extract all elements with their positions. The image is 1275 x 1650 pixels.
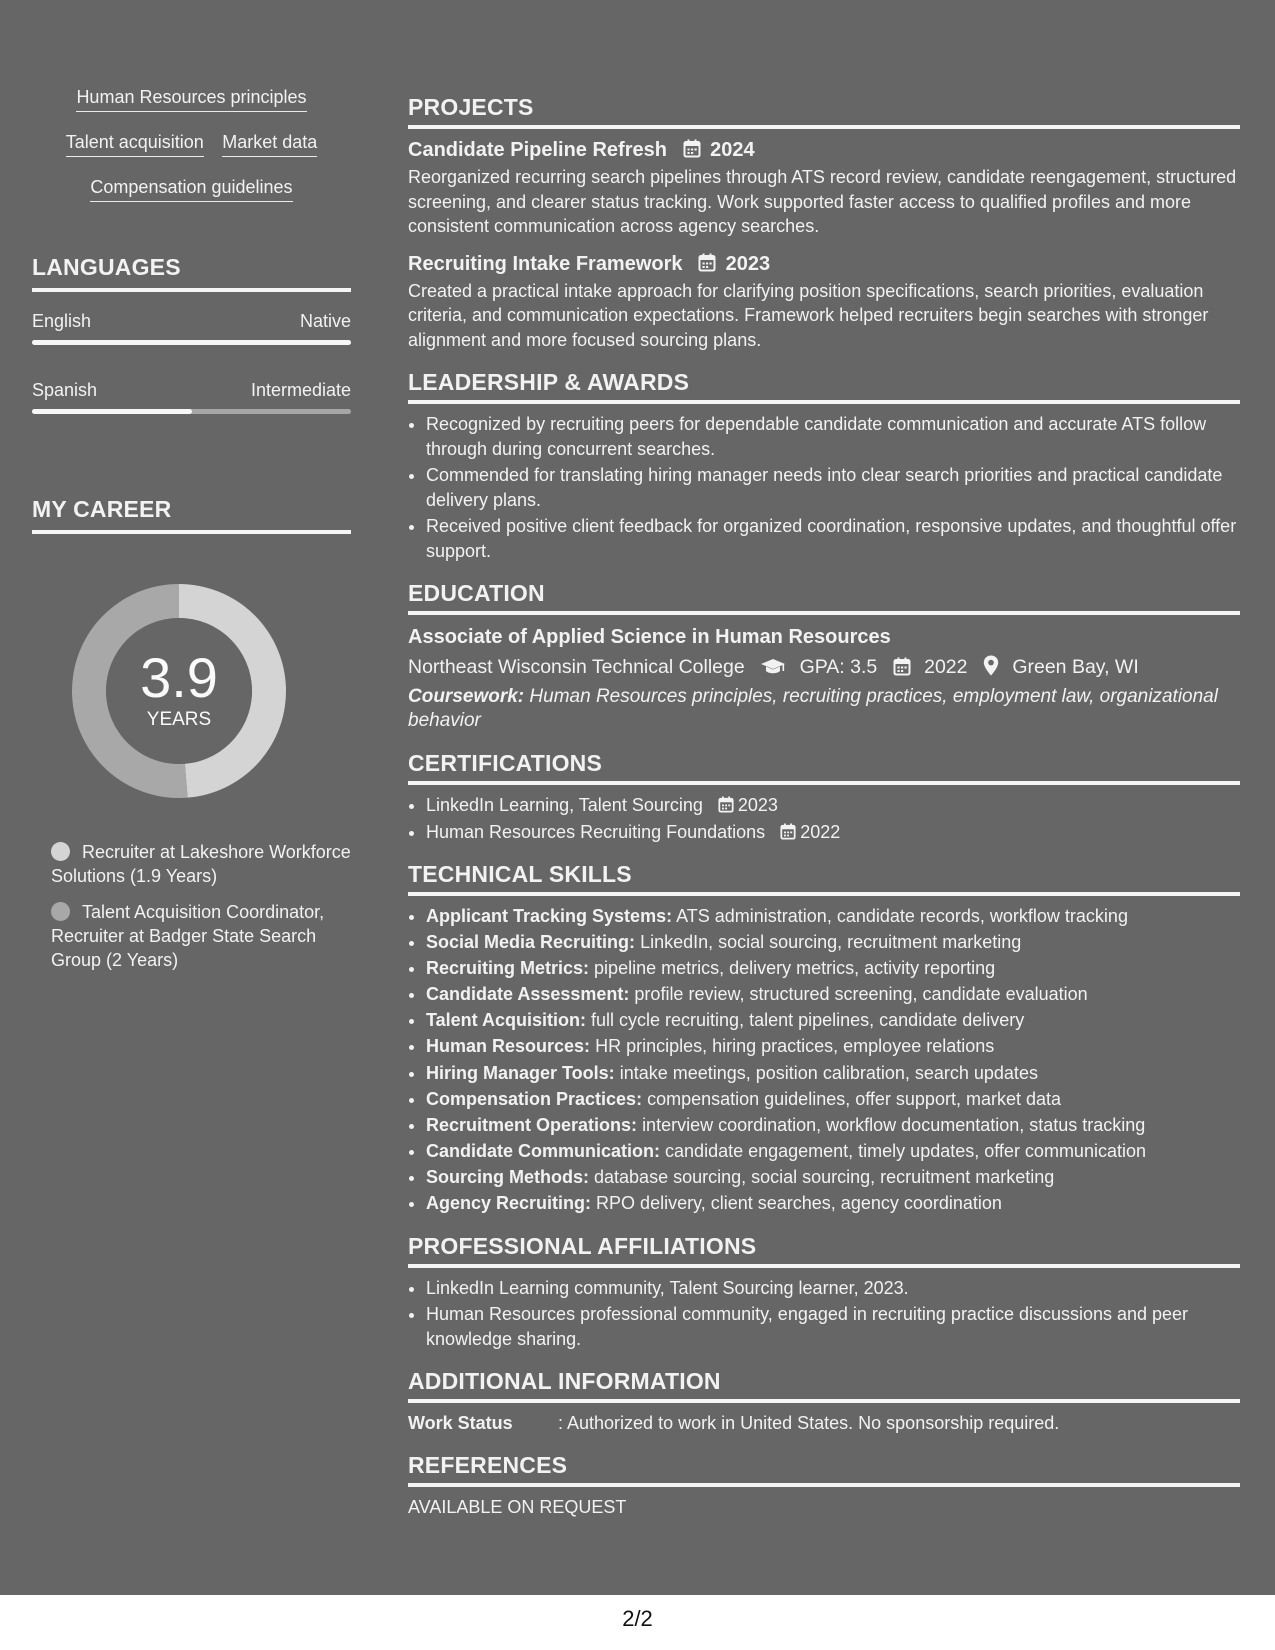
skill-list-item: [426, 1008, 1240, 1033]
skill-tags: [32, 86, 351, 221]
skill-values: LinkedIn, social sourcing, recruitment marketing: [640, 932, 1022, 953]
technical-skills-heading: TECHNICAL SKILLS: [408, 860, 1240, 896]
skill-values: pipeline metrics, delivery metrics, activity reporting: [594, 958, 996, 979]
coursework-text: Human Resources principles, recruiting practices, employment law, organizational behavior: [408, 686, 1218, 731]
skill-values: RPO delivery, client searches, agency coordination: [596, 1193, 1002, 1214]
affiliations-section: [408, 1232, 1240, 1352]
references-section: [408, 1451, 1240, 1519]
project-year: 2023: [725, 252, 771, 275]
skill-list-item: [426, 1034, 1240, 1059]
skill-list-item: [426, 1061, 1240, 1086]
list-item: [426, 793, 1240, 818]
skill-values: intake meetings, position calibration, search updates: [619, 1062, 1038, 1083]
calendar-icon: [683, 139, 701, 158]
calendar-icon: [698, 253, 716, 272]
skill-tag: Human Resources principles: [76, 86, 306, 112]
skill-list-item: [426, 904, 1240, 929]
list-item: • Human Resources professional community, engaged in recruiting practice discussions and peer knowledge sharing.: [426, 1302, 1240, 1351]
skill-list-item: [426, 1139, 1240, 1164]
references-heading: REFERENCES: [408, 1451, 1240, 1487]
location-pin-icon: [983, 655, 999, 676]
project-year: 2024: [710, 139, 755, 161]
certifications-heading: CERTIFICATIONS: [408, 749, 1240, 785]
affiliations-list: [408, 1276, 1240, 1352]
education-degree: Associate of Applied Science in Human Resources: [408, 626, 891, 648]
calendar-icon: [893, 657, 911, 676]
list-item: • Commended for translating hiring manager needs into clear search priorities and practical candidate delivery plans.: [426, 463, 1240, 512]
leadership-list: [408, 412, 1240, 563]
tag-row: [32, 86, 351, 131]
skill-category: Compensation Practices:: [426, 1088, 643, 1109]
career-legend-dot: [51, 902, 70, 921]
project-name: Candidate Pipeline Refresh: [408, 139, 667, 161]
skill-category: Recruitment Operations:: [426, 1114, 638, 1135]
language-bar: [32, 340, 351, 345]
skill-list-item: [426, 1191, 1240, 1216]
skill-values: compensation guidelines, offer support, market data: [647, 1088, 1061, 1109]
language-bar-fill: [32, 340, 351, 345]
technical-skills-list: [408, 904, 1240, 1216]
skill-category: Agency Recruiting:: [426, 1193, 592, 1214]
language-item: [32, 310, 351, 345]
language-item: [32, 379, 351, 414]
skill-list-item: [426, 956, 1240, 981]
skill-list-item: [426, 1113, 1240, 1138]
skill-tag: Market data: [222, 131, 317, 157]
career-item-label: Recruiter at Lakeshore Workforce Solutions (1.9 Years): [51, 842, 351, 886]
skill-category: Hiring Manager Tools:: [426, 1062, 615, 1083]
skill-tag: Compensation guidelines: [90, 176, 292, 202]
coursework-label: Coursework:: [408, 686, 525, 707]
skill-category: Candidate Communication:: [426, 1140, 661, 1161]
list-item: [426, 820, 1240, 845]
skill-values: interview coordination, workflow documentation, status tracking: [642, 1114, 1146, 1135]
list-item: • Recognized by recruiting peers for dependable candidate communication and accurate ATS follow through during concurrent searches.: [426, 412, 1240, 461]
certifications-section: [408, 749, 1240, 844]
calendar-icon: [780, 823, 796, 840]
skill-values: ATS administration, candidate records, workflow tracking: [676, 906, 1128, 926]
certification-year: 2023: [737, 795, 778, 815]
career-donut-chart: [66, 578, 292, 804]
language-bar: [32, 409, 351, 414]
certification-name: Human Resources Recruiting Foundations: [426, 821, 766, 842]
skill-category: Applicant Tracking Systems:: [426, 906, 673, 926]
skill-values: database sourcing, social sourcing, recruitment marketing: [594, 1166, 1055, 1187]
left-column: [32, 86, 351, 970]
right-column: [408, 93, 1240, 1535]
skill-list-item: [426, 1087, 1240, 1112]
career-item-label: Talent Acquisition Coordinator, Recruiter at Badger State Search Group (2 Years): [51, 902, 325, 970]
career-heading: MY CAREER: [32, 496, 351, 534]
languages-section: [32, 254, 351, 414]
list-item: • LinkedIn Learning community, Talent Sourcing learner, 2023.: [426, 1276, 1240, 1301]
project-item: [408, 251, 1240, 353]
skill-list-item: [426, 982, 1240, 1007]
languages-heading: LANGUAGES: [32, 254, 351, 292]
education-gpa: GPA: 3.5: [799, 656, 878, 678]
additional-info-section: [408, 1367, 1240, 1435]
certifications-list: [408, 793, 1240, 844]
references-text: AVAILABLE ON REQUEST: [408, 1497, 627, 1518]
skill-tag: Talent acquisition: [66, 131, 204, 157]
skill-values: HR principles, hiring practices, employee relations: [595, 1036, 995, 1057]
skill-category: Social Media Recruiting:: [426, 932, 636, 953]
skill-category: Sourcing Methods:: [426, 1166, 589, 1187]
leadership-heading: LEADERSHIP & AWARDS: [408, 368, 1240, 404]
skill-category: Recruiting Metrics:: [426, 958, 590, 979]
technical-skills-section: [408, 860, 1240, 1216]
additional-info-row: [408, 1411, 1240, 1435]
career-total: 3.9: [140, 646, 218, 709]
career-list: [51, 840, 351, 972]
tag-row: [32, 176, 351, 221]
certification-name: LinkedIn Learning, Talent Sourcing: [426, 795, 703, 815]
career-legend-dot: [51, 842, 70, 861]
skill-category: Human Resources:: [426, 1036, 591, 1057]
education-location: Green Bay, WI: [1012, 656, 1139, 678]
certification-year: 2022: [800, 821, 841, 842]
education-coursework: [408, 685, 1240, 733]
language-name: English: [32, 311, 92, 331]
graduation-cap-icon: [760, 658, 786, 676]
career-item: [51, 840, 351, 888]
skill-values: full cycle recruiting, talent pipelines, candidate delivery: [591, 1010, 1025, 1031]
skill-list-item: [426, 1165, 1240, 1190]
skill-values: candidate engagement, timely updates, offer communication: [665, 1140, 1146, 1161]
project-name: Recruiting Intake Framework: [408, 252, 683, 275]
affiliations-heading: PROFESSIONAL AFFILIATIONS: [408, 1232, 1240, 1268]
education-school: Northeast Wisconsin Technical College: [408, 656, 745, 678]
education-details: [408, 653, 1240, 681]
education-section: [408, 579, 1240, 733]
career-item: [51, 900, 351, 972]
additional-info-label: Work Status: [408, 1413, 513, 1434]
education-heading: EDUCATION: [408, 579, 1240, 615]
language-level: Intermediate: [250, 380, 351, 400]
leadership-section: [408, 368, 1240, 563]
language-level: Native: [299, 311, 351, 331]
page-footer: [0, 1595, 1275, 1650]
list-item: • Received positive client feedback for organized coordination, responsive updates, and thoughtful offer support.: [426, 514, 1240, 563]
project-item: [408, 137, 1240, 239]
skill-category: Candidate Assessment:: [426, 984, 630, 1005]
career-unit: YEARS: [146, 709, 212, 730]
project-description: Reorganized recurring search pipelines through ATS record review, candidate reengagement, structured screening, and clearer status tracking. Work supported faster access to qualified profiles and more consistent communication across agency searches.: [408, 167, 1237, 236]
skill-list-item: [426, 930, 1240, 955]
tag-row: [32, 131, 351, 176]
project-description: Created a practical intake approach for clarifying position specifications, search priorities, evaluation criteria, and communication expectations. Framework helped recruiters begin searches with stronger alignment and more focused sourcing plans.: [408, 280, 1209, 350]
additional-info-value: : Authorized to work in United States. No sponsorship required.: [558, 1413, 1060, 1434]
calendar-icon: [718, 796, 734, 813]
education-year: 2022: [924, 656, 968, 678]
page-number: 2/2: [622, 1606, 653, 1631]
skill-values: profile review, structured screening, candidate evaluation: [634, 984, 1088, 1005]
skill-category: Talent Acquisition:: [426, 1010, 586, 1031]
projects-section: [408, 93, 1240, 352]
career-section: [32, 496, 351, 984]
language-name: Spanish: [32, 380, 98, 400]
additional-info-heading: ADDITIONAL INFORMATION: [408, 1367, 1240, 1403]
projects-heading: PROJECTS: [408, 93, 1240, 129]
language-bar-fill: [32, 409, 192, 414]
